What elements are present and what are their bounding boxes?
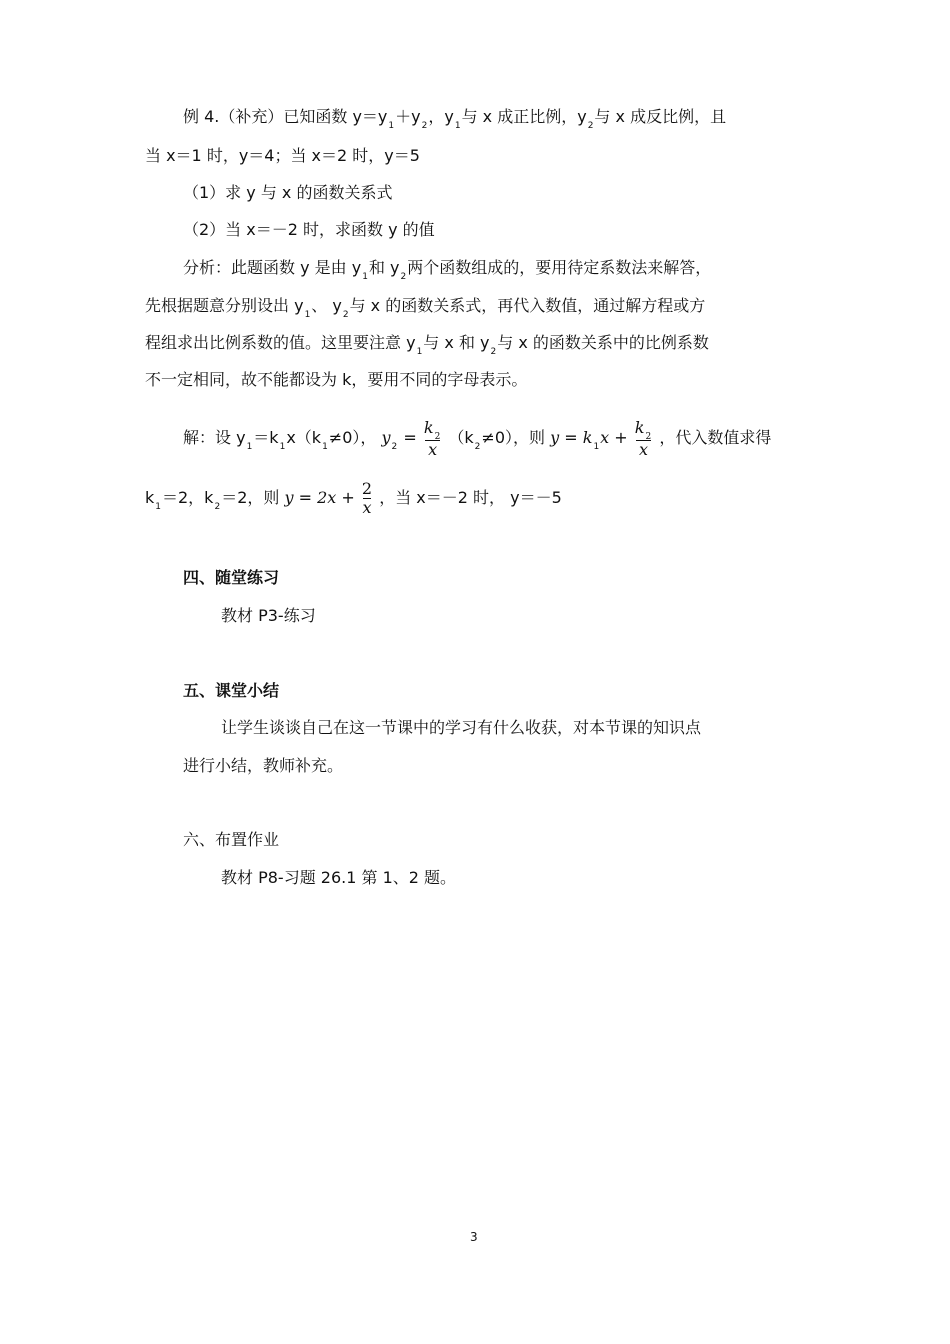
fraction-k2-over-x-2: $\frac{k_2}{x}$: [634, 417, 652, 459]
section-4-heading: 四、随堂练习: [183, 568, 280, 587]
section-5-text-1: 让学生谈谈自己在这一节课中的学习有什么收获，对本节课的知识点: [221, 718, 702, 737]
analysis-line-3: 程组求出比例系数的值。这里要注意 $y_1$与 x 和 $y_2$与 x 的函数关系中的比例系数: [145, 333, 709, 357]
question-2: （2）当 x＝－2 时，求函数 y 的值: [183, 220, 435, 239]
analysis-line-1: 分析：此题函数 y 是由 $y_1$和 $y_2$两个函数组成的，要用待定系数法来解答，: [183, 258, 712, 282]
solution-line-2: $k_1=2$，$k_2=2$，则 y = 2x + $\frac{2}{x}$ ，当 x＝－2 时， y＝－5: [145, 479, 562, 517]
section-4-text: 教材 P3-练习: [221, 606, 316, 625]
page-number: 3: [470, 1230, 478, 1244]
section-6-heading: 六、布置作业: [183, 830, 280, 849]
question-1: （1）求 y 与 x 的函数关系式: [183, 183, 393, 202]
fraction-k2-over-x: $\frac{k_2}{x}$: [423, 417, 441, 459]
example-line-2: 当 x＝1 时，y＝4；当 x＝2 时，y＝5: [145, 146, 420, 165]
section-5-text-2: 进行小结，教师补充。: [183, 756, 344, 775]
section-5-heading: 五、课堂小结: [183, 681, 280, 700]
solution-line-1: 解：设 $y_1=k_1x(k_1\ne 0)$， $y_2$ = $\frac{k_2}{x}$ $(k_2\ne 0)$，则 $y = k_1x$ + $\frac{k_2}{x}$ ，代入数值求得: [183, 417, 772, 459]
analysis-line-2: 先根据题意分别设出 $y_1$、 $y_2$与 x 的函数关系式，再代入数值，通过解方程或方: [145, 296, 706, 320]
analysis-line-4: 不一定相同，故不能都设为 k，要用不同的字母表示。: [145, 370, 528, 389]
section-6-text: 教材 P8-习题 26.1 第 1、2 题。: [221, 868, 457, 887]
example-line-1: 例 4.（补充）已知函数 $y=y_1+y_2$，$y_1$与 x 成正比例，$y_2$与 x 成反比例，且: [183, 107, 727, 131]
fraction-2-over-x: $\frac{2}{x}$: [361, 479, 373, 517]
